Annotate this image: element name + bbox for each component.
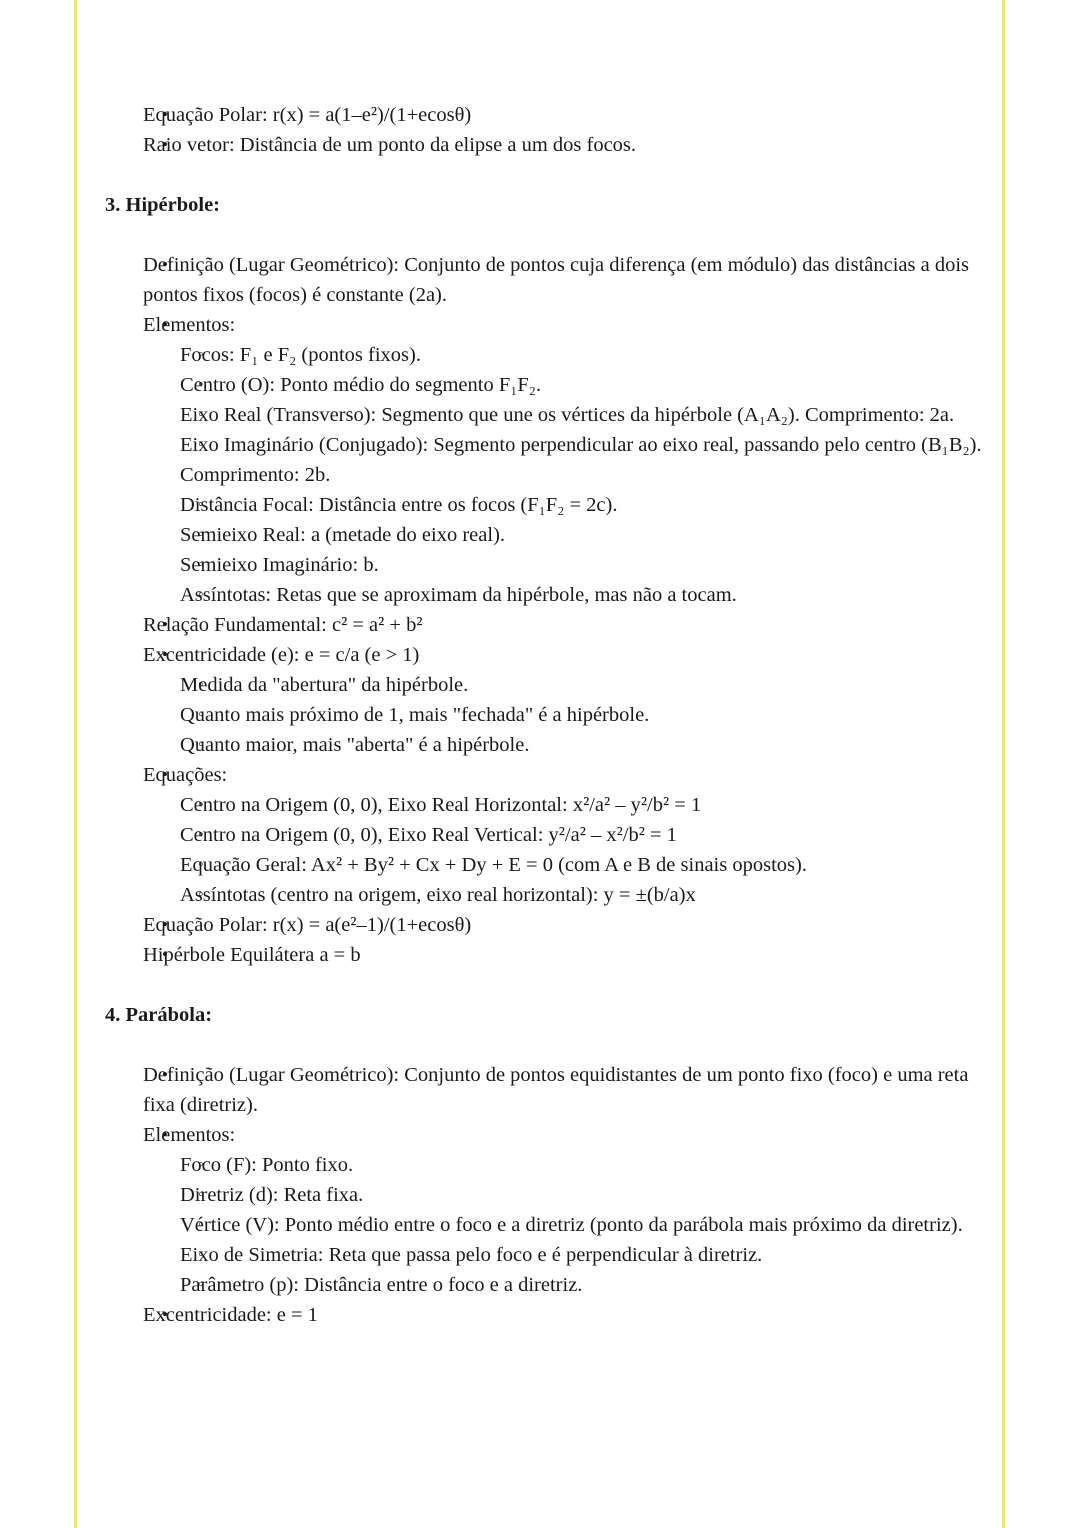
list-item-text: ◦ Assíntotas (centro na origem, eixo real horizontal): y = ±(b/a)x (180, 880, 985, 910)
list-item-text: ◦ Foco (F): Ponto fixo. (180, 1150, 985, 1180)
list-item (105, 100, 985, 130)
list-item (105, 130, 985, 160)
list-item-text: ◦ Diretriz (d): Reta fixa. (180, 1180, 985, 1210)
list-item-text: • Elementos: (143, 1120, 985, 1150)
list-item-text: • Equações: (143, 760, 985, 790)
document-content (105, 100, 985, 1330)
list-item-text: ◦ Eixo Real (Transverso): Segmento que une os vértices da hipérbole (A₁A₂). Comprimento: 2a. (180, 400, 985, 430)
list-item (105, 1300, 985, 1330)
parabola-list (105, 1060, 985, 1330)
list-item (143, 520, 985, 550)
list-item (143, 430, 985, 490)
list-item-text: • Raio vetor: Distância de um ponto da elipse a um dos focos. (143, 130, 985, 160)
list-item-text: • Definição (Lugar Geométrico): Conjunto de pontos cuja diferença (em módulo) das distâncias a dois pontos fixos (focos) é constante (2a). (143, 250, 985, 310)
list-item-text: • Elementos: (143, 310, 985, 340)
list-item-text: ◦ Eixo Imaginário (Conjugado): Segmento perpendicular ao eixo real, passando pelo centro (B₁B₂). Comprimento: 2b. (180, 430, 985, 490)
list-item (143, 1270, 985, 1300)
list-item-text: • Relação Fundamental: c² = a² + b² (143, 610, 985, 640)
list-item-text: ◦ Semieixo Real: a (metade do eixo real). (180, 520, 985, 550)
list-item (143, 790, 985, 820)
excentricidade-sublist (143, 670, 985, 760)
section-heading-parabola: 4. Parábola: (105, 1004, 213, 1026)
list-item-text: • Equação Polar: r(x) = a(e²–1)/(1+ecosθ) (143, 910, 985, 940)
list-item-text: ◦ Parâmetro (p): Distância entre o foco e a diretriz. (180, 1270, 985, 1300)
list-item (105, 1060, 985, 1120)
list-item-text: • Hipérbole Equilátera a = b (143, 940, 985, 970)
list-item-text: ◦ Distância Focal: Distância entre os focos (F₁F₂ = 2c). (180, 490, 985, 520)
list-item-text: ◦ Equação Geral: Ax² + By² + Cx + Dy + E = 0 (com A e B de sinais opostos). (180, 850, 985, 880)
list-item (143, 850, 985, 880)
list-item-text: ◦ Centro na Origem (0, 0), Eixo Real Horizontal: x²/a² – y²/b² = 1 (180, 790, 985, 820)
list-item (105, 310, 985, 610)
list-item (105, 640, 985, 760)
list-item (143, 730, 985, 760)
list-item (143, 580, 985, 610)
right-margin-rule (1002, 0, 1005, 1528)
list-item-text: ◦ Vértice (V): Ponto médio entre o foco e a diretriz (ponto da parábola mais próximo da diretriz). (180, 1210, 985, 1240)
list-item (143, 1180, 985, 1210)
list-item-text: ◦ Quanto maior, mais "aberta" é a hipérbole. (180, 730, 985, 760)
list-item (143, 340, 985, 370)
list-item (105, 1120, 985, 1300)
list-item (143, 880, 985, 910)
list-item-text: • Definição (Lugar Geométrico): Conjunto de pontos equidistantes de um ponto fixo (foco) e uma reta fixa (diretriz). (143, 1060, 985, 1120)
list-item (143, 1210, 985, 1240)
elementos-sublist (143, 340, 985, 610)
list-item (143, 1150, 985, 1180)
list-item (143, 820, 985, 850)
section-heading-hiperbole: 3. Hipérbole: (105, 194, 221, 216)
list-item-text: ◦ Focos: F₁ e F₂ (pontos fixos). (180, 340, 985, 370)
list-item (143, 670, 985, 700)
list-item (143, 400, 985, 430)
list-item-text: ◦ Medida da "abertura" da hipérbole. (180, 670, 985, 700)
list-item-text: ◦ Quanto mais próximo de 1, mais "fechada" é a hipérbole. (180, 700, 985, 730)
list-item-text: • Equação Polar: r(x) = a(1–e²)/(1+ecosθ) (143, 100, 985, 130)
equacoes-sublist (143, 790, 985, 910)
parabola-elementos-sublist (143, 1150, 985, 1300)
list-item-text: ◦ Centro (O): Ponto médio do segmento F₁F₂. (180, 370, 985, 400)
list-item-text: ◦ Eixo de Simetria: Reta que passa pelo foco e é perpendicular à diretriz. (180, 1240, 985, 1270)
ellipse-continuation-list (105, 100, 985, 160)
list-item (143, 550, 985, 580)
list-item (143, 490, 985, 520)
hiperbole-list (105, 250, 985, 970)
list-item (105, 760, 985, 910)
list-item (105, 610, 985, 640)
list-item-text: ◦ Semieixo Imaginário: b. (180, 550, 985, 580)
list-item-text: • Excentricidade: e = 1 (143, 1300, 985, 1330)
list-item (105, 910, 985, 940)
list-item-text: ◦ Assíntotas: Retas que se aproximam da hipérbole, mas não a tocam. (180, 580, 985, 610)
list-item (143, 700, 985, 730)
list-item (143, 1240, 985, 1270)
list-item (143, 370, 985, 400)
list-item-text: ◦ Centro na Origem (0, 0), Eixo Real Vertical: y²/a² – x²/b² = 1 (180, 820, 985, 850)
left-margin-rule (74, 0, 77, 1528)
list-item (105, 940, 985, 970)
list-item (105, 250, 985, 310)
list-item-text: • Excentricidade (e): e = c/a (e > 1) (143, 640, 985, 670)
